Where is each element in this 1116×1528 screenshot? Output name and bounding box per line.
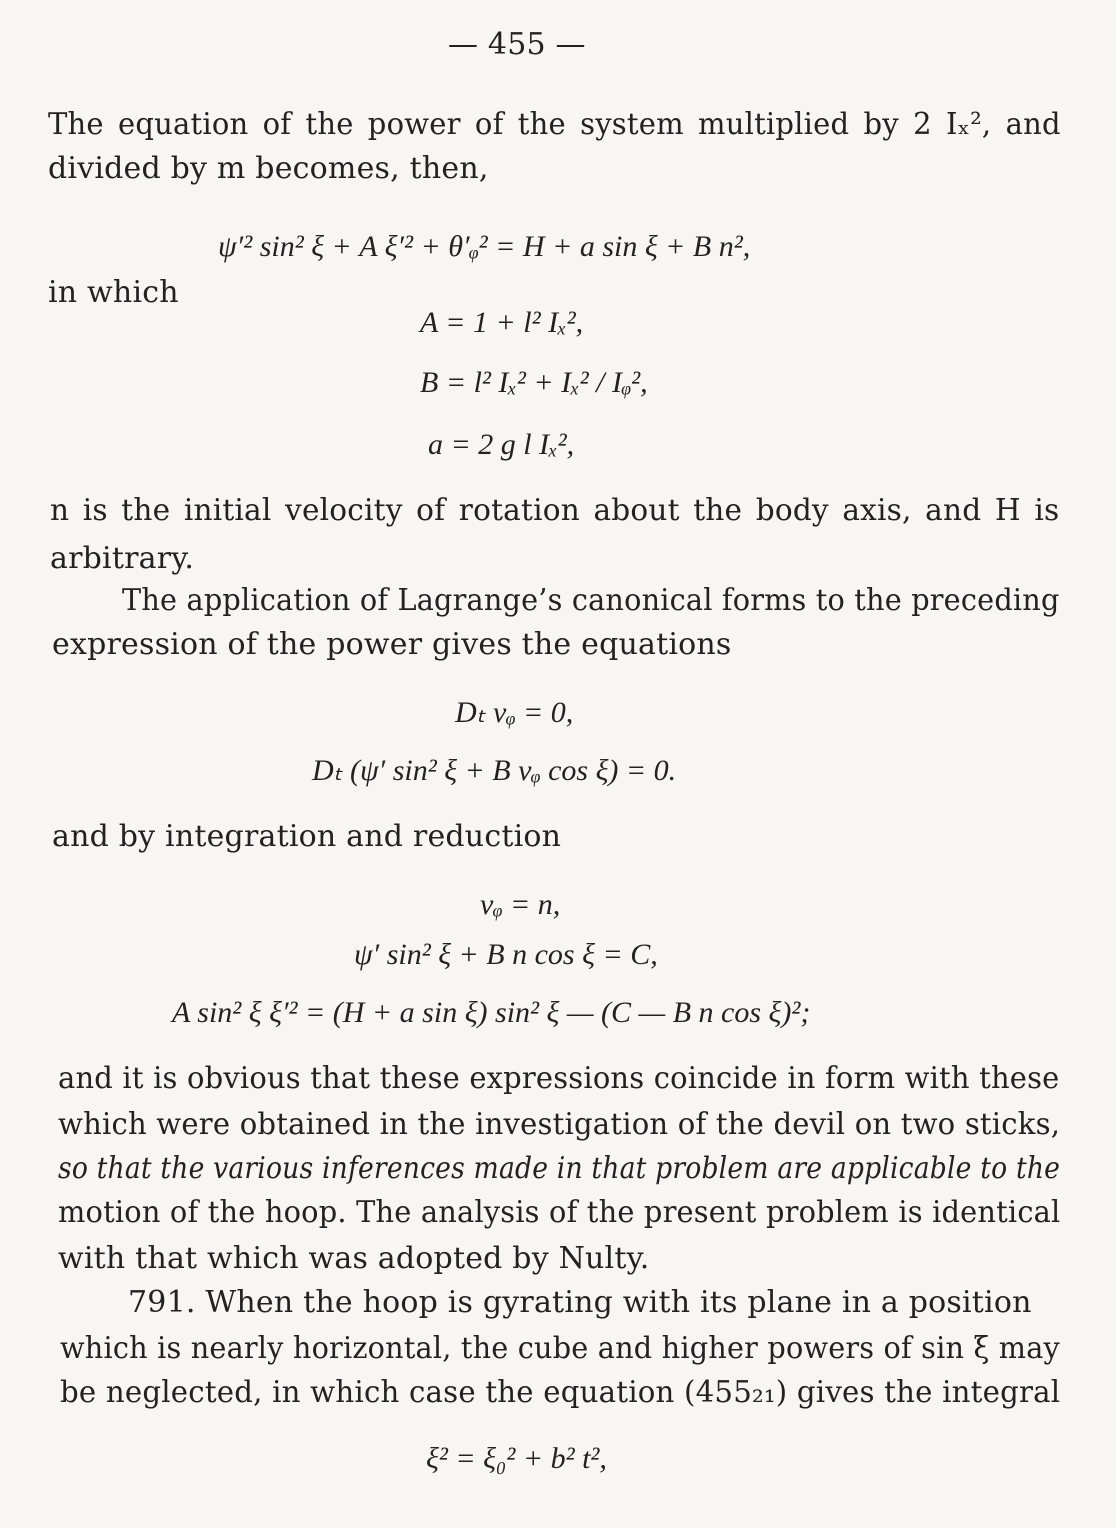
para1-line2: divided by m becomes, then, — [48, 151, 489, 186]
para1-line1: The equation of the power of the system multiplied by 2 Iₓ², and — [48, 107, 1061, 142]
para3-line2: expression of the power gives the equations — [52, 627, 732, 662]
para6-line3: be neglected, in which case the equation (455₂₁) gives the integral — [60, 1375, 1061, 1410]
para6-line2: which is nearly horizontal, the cube and higher powers of sin ξ may — [60, 1331, 1060, 1366]
equation-psi: ψ′ sin² ξ + B n cos ξ = C, — [354, 938, 658, 971]
para6-line1: 791. When the hoop is gyrating with its plane in a position — [128, 1285, 1032, 1320]
para2-line2: arbitrary. — [50, 541, 195, 576]
equation-vz: vᵩ = n, — [480, 888, 561, 921]
para5-line2: which were obtained in the investigation of the devil on two sticks, — [58, 1107, 1061, 1142]
equation-D2: Dₜ (ψ′ sin² ξ + B vᵩ cos ξ) = 0. — [312, 754, 677, 787]
para2-line1: n is the initial velocity of rotation about the body axis, and H is — [50, 493, 1060, 528]
in-which-label: in which — [48, 275, 179, 310]
para4-line1: and by integration and reduction — [52, 819, 562, 854]
equation-power: ψ′² sin² ξ + A ξ′² + θ′ᵩ² = H + a sin ξ + B n², — [218, 230, 751, 263]
equation-xi: ξ² = ξ₀² + b² t², — [426, 1442, 607, 1475]
equation-a: a = 2 g l Iₓ², — [428, 428, 575, 461]
page-number: — 455 — — [448, 27, 586, 62]
equation-A2: A sin² ξ ξ′² = (H + a sin ξ) sin² ξ — (C — B n cos ξ)²; — [172, 996, 811, 1029]
equation-A: A = 1 + l² Iₓ², — [420, 306, 584, 339]
para3-line1: The application of Lagrange’s canonical forms to the preceding — [122, 583, 1060, 618]
para5-line1: and it is obvious that these expressions coincide in form with these — [58, 1061, 1060, 1096]
equation-D1: Dₜ vᵩ = 0, — [455, 696, 574, 729]
equation-B: B = l² Iₓ² + Iₓ² / Iᵩ², — [420, 366, 648, 399]
para5-line4: motion of the hoop. The analysis of the present problem is identical — [58, 1195, 1061, 1230]
para5-line3: so that the various inferences made in that problem are applicable to the — [58, 1151, 1061, 1186]
para5-line5: with that which was adopted by Nulty. — [58, 1241, 650, 1276]
